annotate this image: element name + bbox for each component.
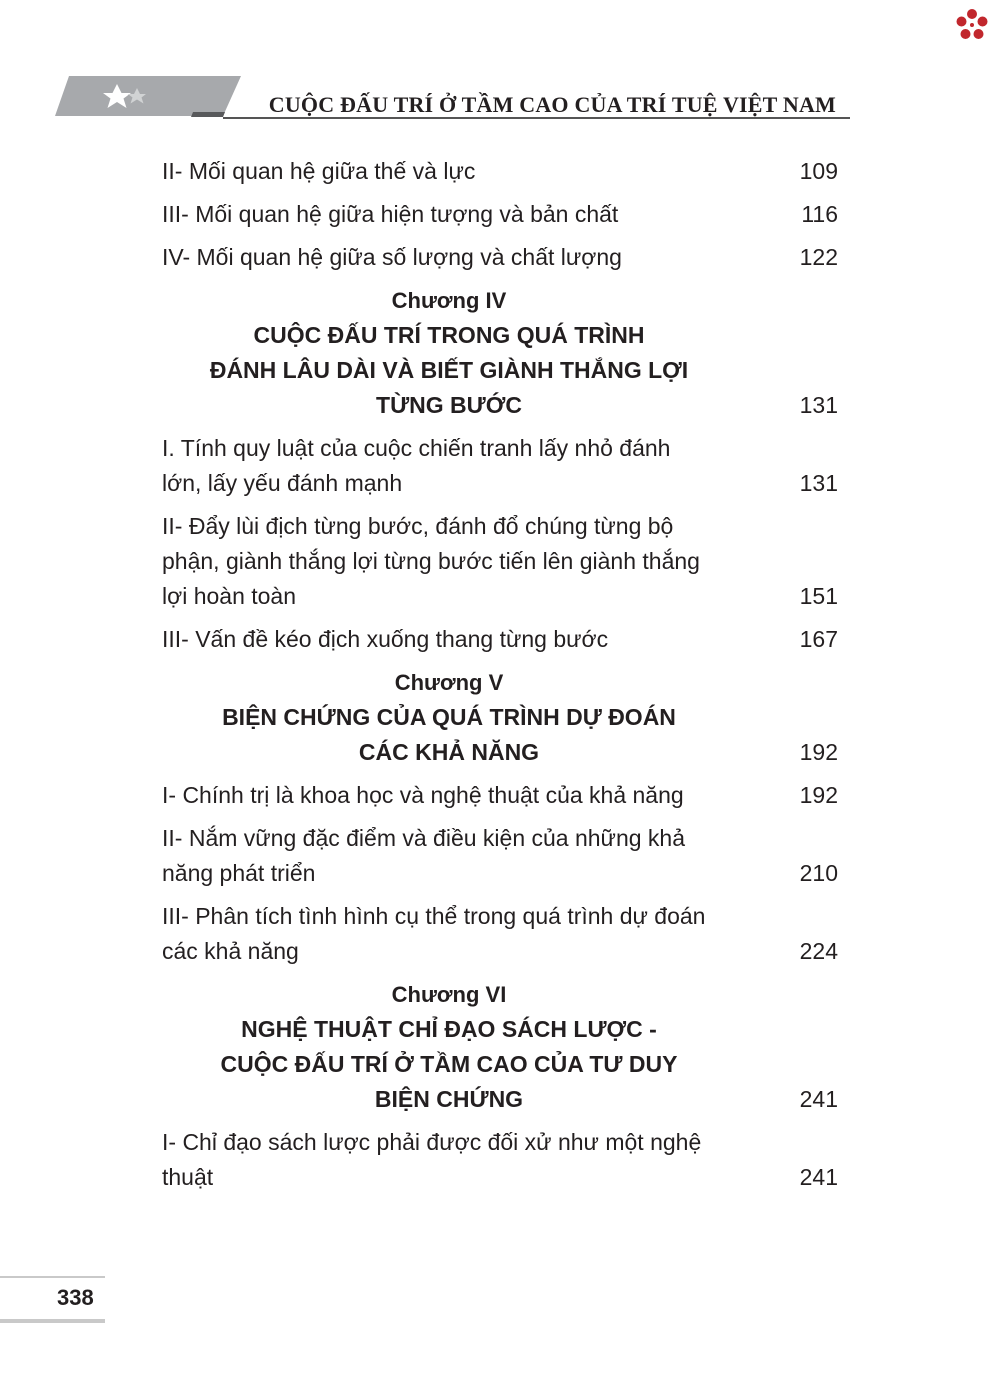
toc-entry bbox=[162, 197, 838, 232]
toc-entry-line: phận, giành thắng lợi từng bước tiến lên giành thắng bbox=[162, 548, 700, 574]
toc-page-number: 192 bbox=[799, 739, 838, 765]
chapter-title-line: BIỆN CHỨNG bbox=[374, 1086, 524, 1112]
chapter-title-line: TỪNG BƯỚC bbox=[376, 392, 522, 418]
toc-page-number: 210 bbox=[799, 860, 838, 886]
toc-entry-line: lớn, lấy yếu đánh mạnh bbox=[162, 470, 403, 496]
toc-page-number: 131 bbox=[799, 470, 838, 496]
toc-entry bbox=[162, 509, 838, 614]
chapter-title-line: BIỆN CHỨNG CỦA QUÁ TRÌNH DỰ ĐOÁN bbox=[222, 704, 676, 730]
toc-entry-line: các khả năng bbox=[162, 938, 299, 964]
toc-entry bbox=[162, 778, 838, 813]
toc-page-number: 109 bbox=[799, 158, 838, 184]
toc-entry bbox=[162, 899, 838, 969]
header-title: CUỘC ĐẤU TRÍ Ở TẦM CAO CỦA TRÍ TUỆ VIỆT NAM bbox=[268, 92, 836, 117]
toc-chapter bbox=[162, 665, 838, 770]
toc-entry bbox=[162, 821, 838, 891]
toc-chapter bbox=[162, 977, 838, 1117]
toc-page-number: 241 bbox=[799, 1164, 838, 1190]
table-of-contents bbox=[162, 154, 838, 1203]
chapter-title-line: NGHỆ THUẬT CHỈ ĐẠO SÁCH LƯỢC - bbox=[241, 1016, 657, 1042]
chapter-title-line: CUỘC ĐẤU TRÍ TRONG QUÁ TRÌNH bbox=[253, 322, 645, 348]
toc-entry bbox=[162, 154, 838, 189]
page-number-box bbox=[0, 1276, 105, 1322]
toc-page-number: 122 bbox=[799, 244, 838, 270]
page-number: 338 bbox=[57, 1285, 94, 1310]
chapter-label: Chương V bbox=[394, 670, 504, 695]
toc-page-number: 224 bbox=[799, 938, 838, 964]
page-number-rule-bottom bbox=[0, 1319, 105, 1323]
toc-entry-line: I- Chính trị là khoa học và nghệ thuật của khả năng bbox=[162, 782, 684, 808]
toc-page-number: 131 bbox=[799, 392, 838, 418]
toc-entry bbox=[162, 240, 838, 275]
chapter-title-line: CÁC KHẢ NĂNG bbox=[358, 739, 540, 765]
toc-page-number: 241 bbox=[799, 1086, 838, 1112]
toc-page-number: 167 bbox=[799, 626, 838, 652]
toc-entry-line: III- Mối quan hệ giữa hiện tượng và bản chất bbox=[162, 201, 619, 227]
chapter-title-line: CUỘC ĐẤU TRÍ Ở TẦM CAO CỦA TƯ DUY bbox=[220, 1051, 678, 1077]
toc-entry-line: lợi hoàn toàn bbox=[162, 583, 297, 609]
toc-entry bbox=[162, 431, 838, 501]
running-header bbox=[55, 76, 850, 122]
toc-entry-line: II- Đẩy lùi địch từng bước, đánh đổ chúng từng bộ bbox=[162, 513, 674, 539]
header-band bbox=[55, 76, 255, 120]
toc-entry-line: II- Mối quan hệ giữa thế và lực bbox=[162, 158, 476, 184]
chapter-title-line: ĐÁNH LÂU DÀI VÀ BIẾT GIÀNH THẮNG LỢI bbox=[209, 357, 689, 383]
toc-entry-line: III- Phân tích tình hình cụ thể trong quá trình dự đoán bbox=[162, 903, 706, 929]
toc-entry-line: I- Chỉ đạo sách lược phải được đối xử như một nghệ bbox=[162, 1129, 702, 1155]
toc-page-number: 116 bbox=[801, 201, 838, 227]
toc-entry-line: III- Vấn đề kéo địch xuống thang từng bước bbox=[162, 626, 609, 652]
toc-entry bbox=[162, 1125, 838, 1195]
toc-chapter bbox=[162, 283, 838, 423]
toc-entry-line: IV- Mối quan hệ giữa số lượng và chất lượng bbox=[162, 244, 622, 270]
toc-entry-line: thuật bbox=[162, 1164, 214, 1190]
publisher-flower-logo-icon bbox=[955, 8, 989, 42]
chapter-label: Chương IV bbox=[391, 288, 507, 313]
page-number-rule-top bbox=[0, 1276, 105, 1278]
toc-entry-line: II- Nắm vững đặc điểm và điều kiện của những khả bbox=[162, 825, 686, 851]
toc-page-number: 151 bbox=[799, 583, 838, 609]
toc-entry-line: I. Tính quy luật của cuộc chiến tranh lấy nhỏ đánh bbox=[162, 435, 671, 461]
toc-page-number: 192 bbox=[799, 782, 838, 808]
toc-entry-line: năng phát triển bbox=[162, 860, 316, 886]
chapter-label: Chương VI bbox=[391, 982, 507, 1007]
toc-entry bbox=[162, 622, 838, 657]
